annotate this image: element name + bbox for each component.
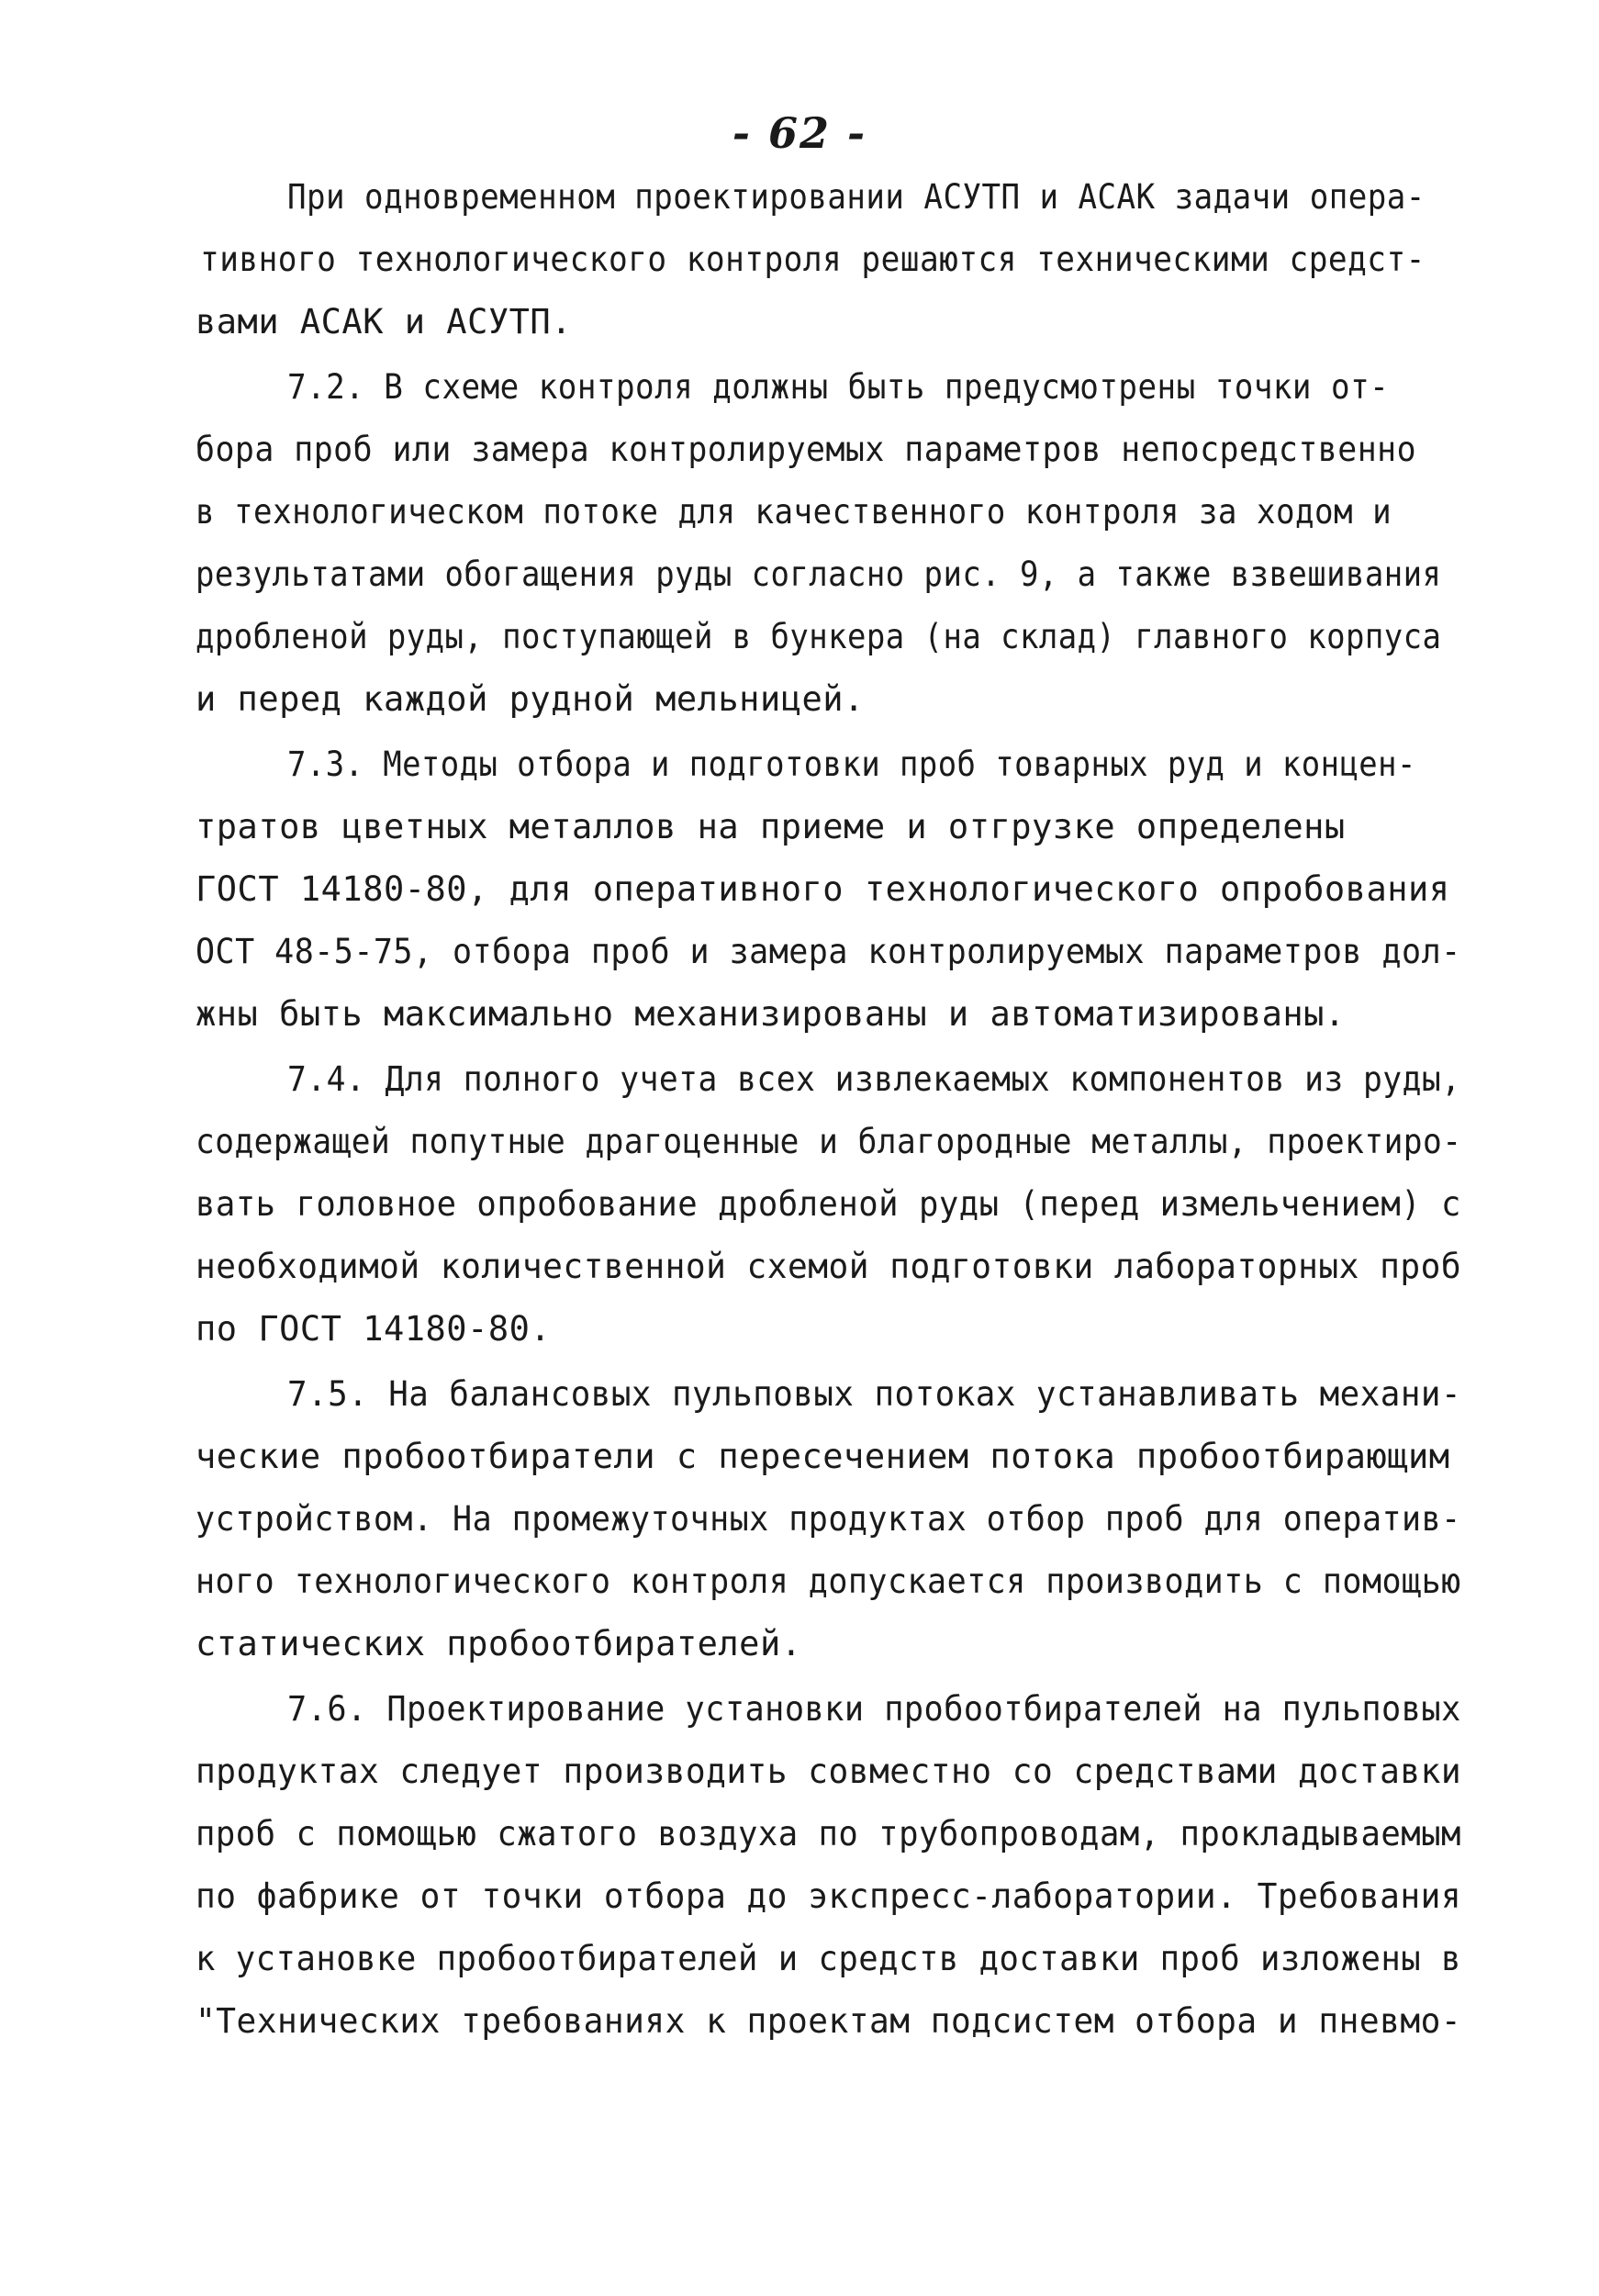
text-line: "Технических требованиях к проектам подсистем отбора и пневмо-: [196, 2001, 1462, 2041]
text-line: проб с помощью сжатого воздуха по трубопроводам, прокладываемым: [196, 1814, 1461, 1854]
text-line: содержащей попутные драгоценные и благородные металлы, проектиро-: [196, 1122, 1462, 1161]
text-line: 7.6. Проектирование установки пробоотбирателей на пульповых: [287, 1689, 1461, 1729]
text-line: статических пробоотбирателей.: [196, 1624, 802, 1663]
text-line: в технологическом потоке для качественного контроля за ходом и: [196, 492, 1392, 532]
text-line: бора проб или замера контролируемых параметров непосредственно: [196, 430, 1417, 469]
text-line: 7.5. На балансовых пульповых потоках устанавливать механи-: [287, 1374, 1462, 1414]
text-line: тивного технологического контроля решаются техническими средст-: [200, 240, 1426, 279]
text-line: вами АСАК и АСУТП.: [196, 302, 572, 342]
page-number: - 62 -: [732, 108, 867, 158]
text-line: продуктах следует производить совместно со средствами доставки: [196, 1752, 1462, 1791]
text-line: ГОСТ 14180-80, для оперативного технологического опробования: [196, 869, 1450, 909]
text-line: ОСТ 48-5-75, отбора проб и замера контролируемых параметров дол-: [196, 932, 1461, 971]
text-line: к установке пробоотбирателей и средств доставки проб изложены в: [196, 1939, 1461, 1978]
text-line: ного технологического контроля допускается производить с помощью: [196, 1562, 1461, 1601]
text-line: по фабрике от точки отбора до экспресс-лаборатории. Требования: [196, 1876, 1462, 1916]
text-line: ческие пробоотбиратели с пересечением потока пробоотбирающим: [196, 1437, 1450, 1476]
text-line: 7.3. Методы отбора и подготовки проб товарных руд и концен-: [287, 745, 1416, 784]
text-line: тратов цветных металлов на приеме и отгрузке определены: [196, 807, 1346, 846]
text-line: и перед каждой рудной мельницей.: [196, 679, 865, 719]
text-line: 7.4. Для полного учета всех извлекаемых компонентов из руды,: [287, 1059, 1461, 1099]
text-line: вать головное опробование дробленой руды (перед измельчением) с: [196, 1184, 1461, 1224]
text-line: устройством. На промежуточных продуктах отбор проб для оператив-: [196, 1499, 1461, 1539]
text-line: необходимой количественной схемой подготовки лабораторных проб: [196, 1247, 1462, 1286]
text-line: При одновременном проектировании АСУТП и АСАК задачи опера-: [287, 177, 1426, 217]
text-line: дробленой руды, поступающей в бункера (на склад) главного корпуса: [196, 617, 1442, 656]
text-line: жны быть максимально механизированы и автоматизированы.: [196, 994, 1346, 1034]
text-line: 7.2. В схеме контроля должны быть предусмотрены точки от-: [287, 367, 1390, 407]
text-line: результатами обогащения руды согласно рис. 9, а также взвешивания: [196, 554, 1442, 594]
text-line: по ГОСТ 14180-80.: [196, 1309, 552, 1349]
